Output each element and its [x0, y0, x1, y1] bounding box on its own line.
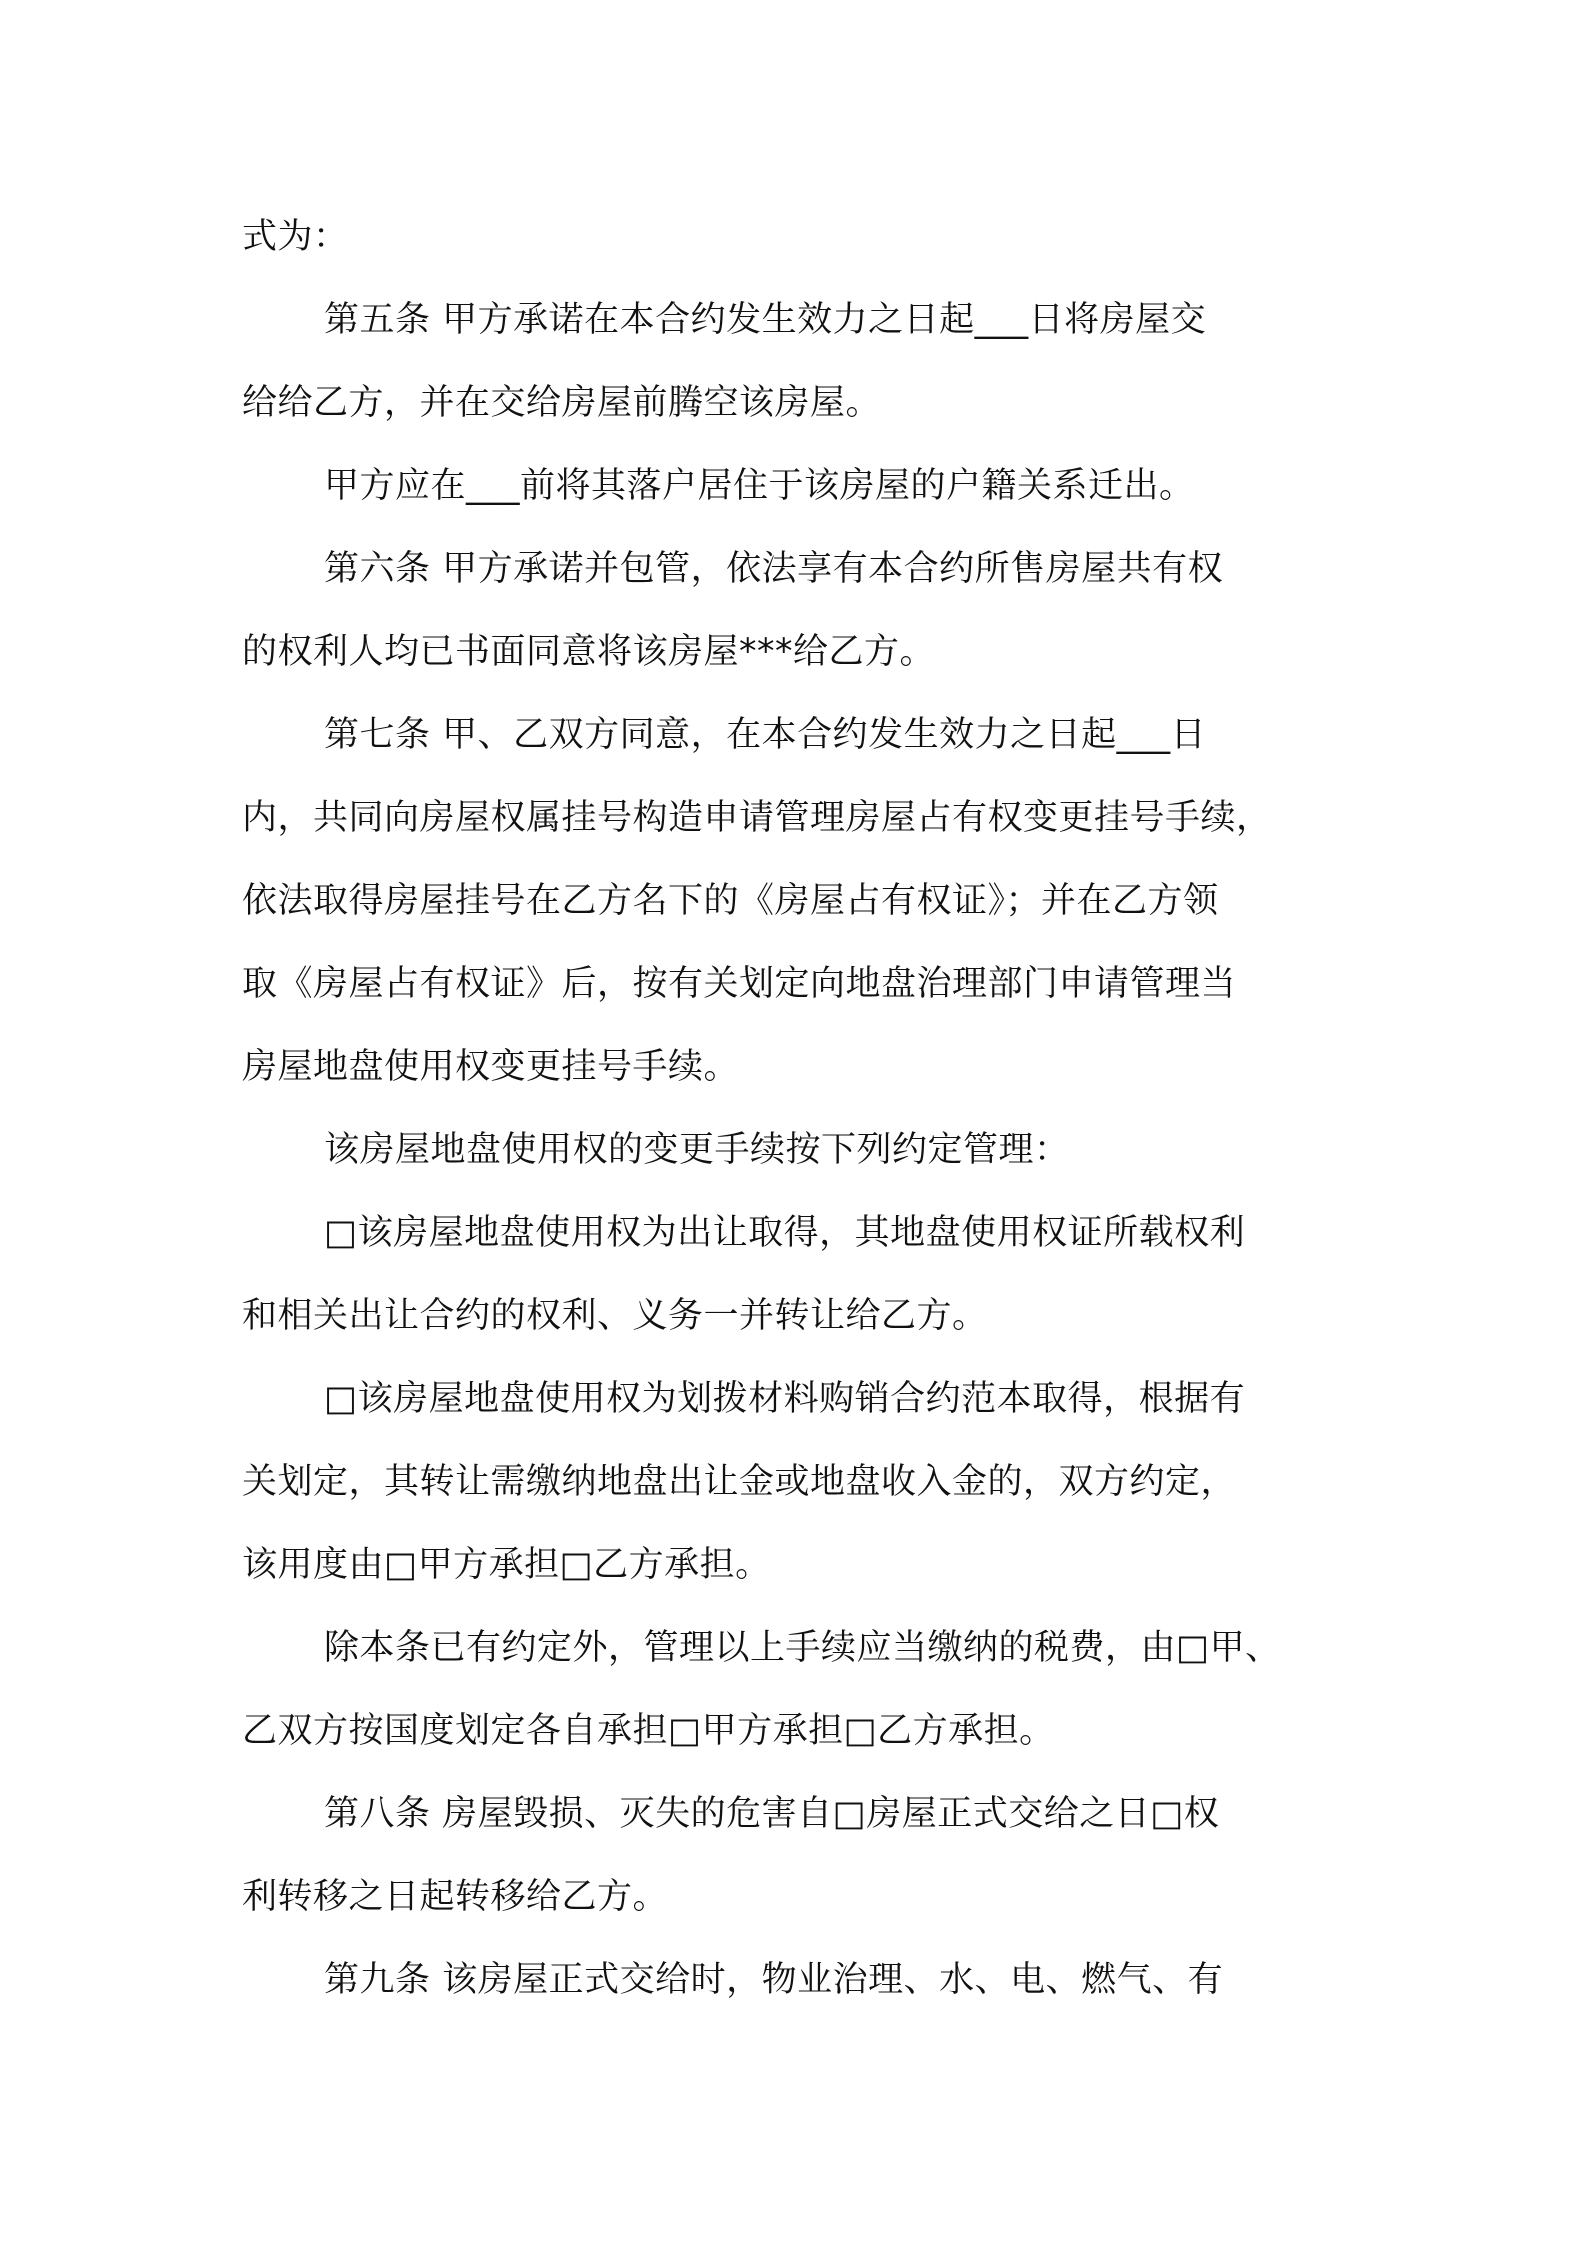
text-line: 取《房屋占有权证》后，按有关划定向地盘治理部门申请管理当: [242, 964, 1237, 1004]
text-line: 房屋地盘使用权变更挂号手续。: [242, 1047, 740, 1087]
text-line: 关划定，其转让需缴纳地盘出让金或地盘收入金的，双方约定，: [242, 1462, 1237, 1502]
article-7-heading-line: 第七条 甲、乙双方同意，在本合约发生效力之日起___日: [324, 715, 1207, 755]
text-line: 乙双方按国度划定各自承担□甲方承担□乙方承担。: [242, 1711, 1055, 1751]
text-line: 甲方应在___前将其落户居住于该房屋的户籍关系迁出。: [324, 466, 1195, 506]
contract-text: [242, 196, 1364, 2022]
text-line: 该房屋地盘使用权的变更手续按下列约定管理：: [324, 1130, 1070, 1170]
text-line: 式为：: [242, 217, 349, 257]
article-8-heading-line: 第八条 房屋毁损、灭失的危害自□房屋正式交给之日□权: [324, 1794, 1220, 1834]
article-6-heading-line: 第六条 甲方承诺并包管，依法享有本合约所售房屋共有权: [324, 549, 1224, 589]
text-line: 除本条已有约定外，管理以上手续应当缴纳的税费，由□甲、: [324, 1628, 1281, 1668]
article-5-heading-line: 第五条 甲方承诺在本合约发生效力之日起___日将房屋交: [324, 300, 1207, 340]
text-line: 内，共同向房屋权属挂号构造申请管理房屋占有权变更挂号手续，: [242, 798, 1272, 838]
text-line: 给给乙方，并在交给房屋前腾空该房屋。: [242, 383, 882, 423]
text-line: 利转移之日起转移给乙方。: [242, 1877, 669, 1917]
article-9-heading-line: 第九条 该房屋正式交给时，物业治理、水、电、燃气、有: [324, 1960, 1224, 2000]
checkbox-option-line: □该房屋地盘使用权为划拨材料购销合约范本取得，根据有: [324, 1379, 1246, 1419]
text-line: 依法取得房屋挂号在乙方名下的《房屋占有权证》；并在乙方领: [242, 881, 1219, 921]
text-line: 该用度由□甲方承担□乙方承担。: [242, 1545, 771, 1585]
checkbox-option-line: □该房屋地盘使用权为出让取得，其地盘使用权证所载权利: [324, 1213, 1246, 1253]
text-line: 的权利人均已书面同意将该房屋***给乙方。: [242, 632, 936, 672]
text-line: 和相关出让合约的权利、义务一并转让给乙方。: [242, 1296, 988, 1336]
